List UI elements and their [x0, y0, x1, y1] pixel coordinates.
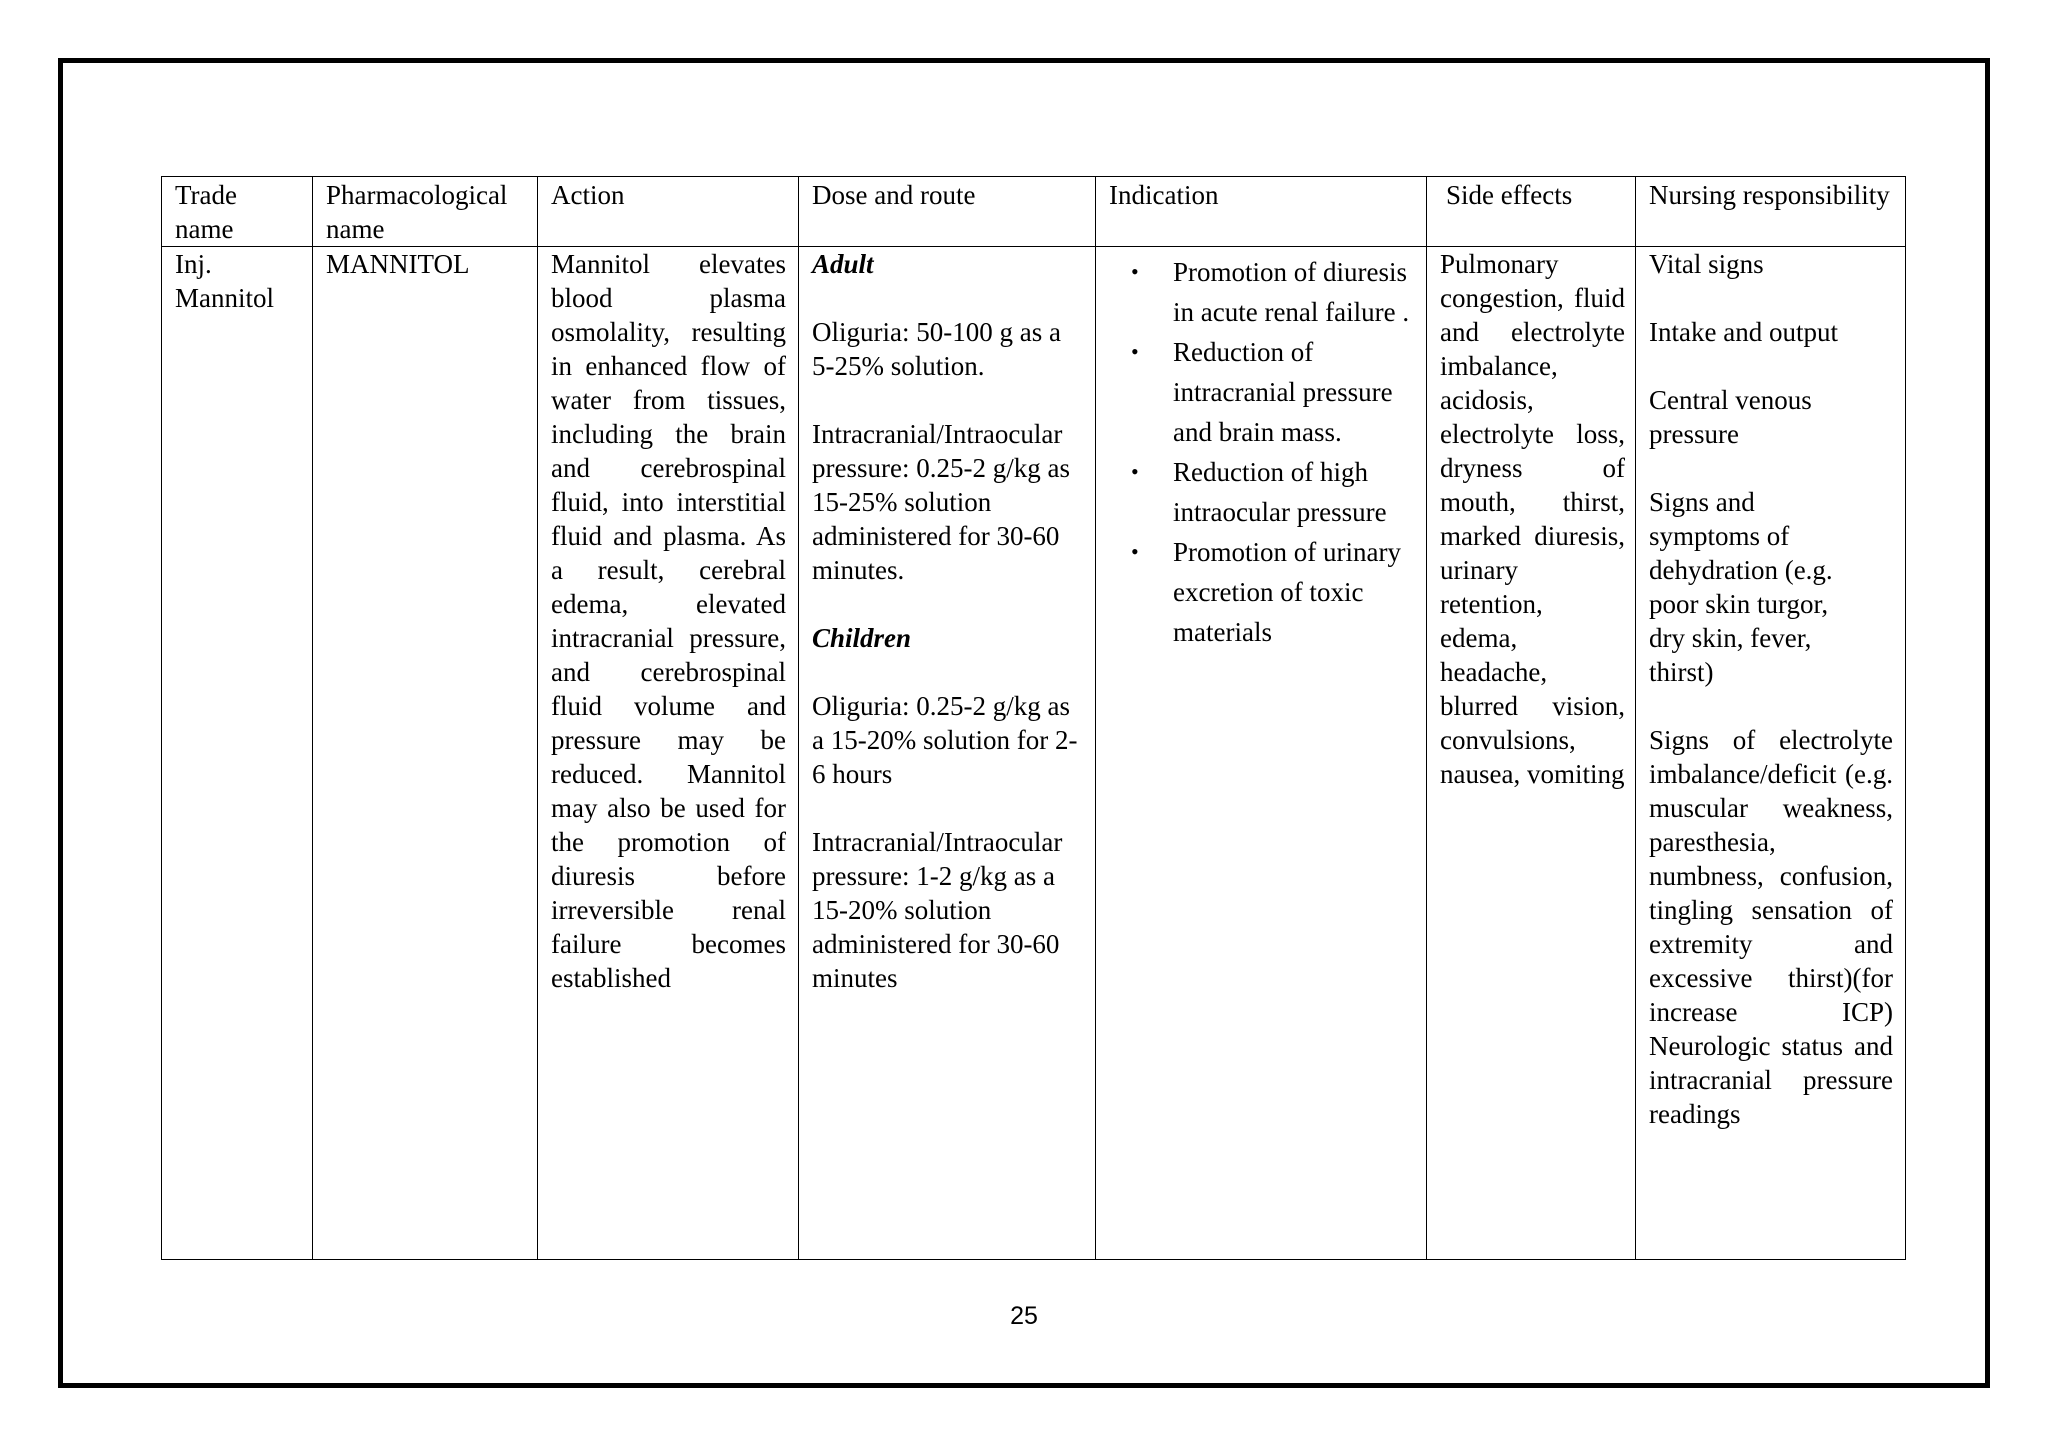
cell-action: Mannitol elevates blood plasma osmolality, resulting in enhanced flow of water from tissues, including the brain and cerebrospinal fluid, into interstitial fluid and plasma. As a result, cerebral edema, elevated intracranial pressure, and cerebrospinal fluid volume and pressure may be reduced. Mannitol may also be used for the promotion of diuresis before irreversible renal failure becomes established: [538, 247, 799, 1260]
bullet-icon: •: [1131, 539, 1139, 564]
nursing-cvp: Central venous pressure: [1649, 385, 1812, 449]
cell-side-effects: Pulmonary congestion, fluid and electrolyte imbalance, acidosis, electrolyte loss, dryness of mouth, thirst, marked diuresis, urinary retention, edema, headache, blurred vision, convulsions, nausea, vomiting: [1427, 247, 1636, 1260]
cell-pharmacological-name: MANNITOL: [313, 247, 538, 1260]
indication-text: Promotion of urinary excretion of toxic materials: [1173, 537, 1401, 647]
list-item: [1131, 332, 1414, 452]
header-side-effects: Side effects: [1427, 177, 1636, 247]
nursing-vital-signs: Vital signs: [1649, 249, 1764, 279]
indication-text: Reduction of intracranial pressure and brain mass.: [1173, 337, 1393, 447]
table-header-row: [162, 177, 1906, 247]
header-dose-route: Dose and route: [799, 177, 1096, 247]
bullet-icon: •: [1131, 339, 1139, 364]
bullet-icon: •: [1131, 459, 1139, 484]
header-nursing-responsibility: Nursing responsibility: [1636, 177, 1906, 247]
list-item: [1131, 532, 1414, 652]
page-number: 25: [1010, 1302, 1038, 1330]
header-action: Action: [538, 177, 799, 247]
indication-text: Reduction of high intraocular pressure: [1173, 457, 1387, 527]
indication-list: [1109, 252, 1414, 652]
cell-nursing-responsibility: [1636, 247, 1906, 1260]
header-pharmacological-name: Pharmacological name: [313, 177, 538, 247]
dose-adult-icp: Intracranial/Intraocular pressure: 0.25-2 g/kg as 15-25% solution administered for 30-60 minutes.: [812, 419, 1070, 585]
header-indication: Indication: [1096, 177, 1427, 247]
cell-indication: [1096, 247, 1427, 1260]
header-trade-name: Trade name: [162, 177, 313, 247]
list-item: [1131, 252, 1414, 332]
cell-dose-route: [799, 247, 1096, 1260]
list-item: [1131, 452, 1414, 532]
nursing-electrolyte: Signs of electrolyte imbalance/deficit (e.g. muscular weakness, paresthesia, numbness, confusion, tingling sensation of extremity and excessive thirst)(for increase ICP) Neurologic status and intracranial pressure readings: [1649, 725, 1893, 1129]
dose-adult-oliguria: Oliguria: 50-100 g as a 5-25% solution.: [812, 317, 1061, 381]
table-row: [162, 247, 1906, 1260]
drug-table: [161, 176, 1906, 1260]
nursing-dehydration: Signs and symptoms of dehydration (e.g. poor skin turgor, dry skin, fever, thirst): [1649, 487, 1833, 687]
indication-text: Promotion of diuresis in acute renal failure .: [1173, 257, 1410, 327]
bullet-icon: •: [1131, 259, 1139, 284]
nursing-intake-output: Intake and output: [1649, 317, 1838, 347]
dose-children-icp: Intracranial/Intraocular pressure: 1-2 g/kg as a 15-20% solution administered for 30-60 minutes: [812, 827, 1063, 993]
dose-adult-heading: Adult: [812, 249, 874, 279]
dose-children-oliguria: Oliguria: 0.25-2 g/kg as a 15-20% solution for 2-6 hours: [812, 691, 1078, 789]
cell-trade-name: Inj. Mannitol: [162, 247, 313, 1260]
dose-children-heading: Children: [812, 623, 912, 653]
